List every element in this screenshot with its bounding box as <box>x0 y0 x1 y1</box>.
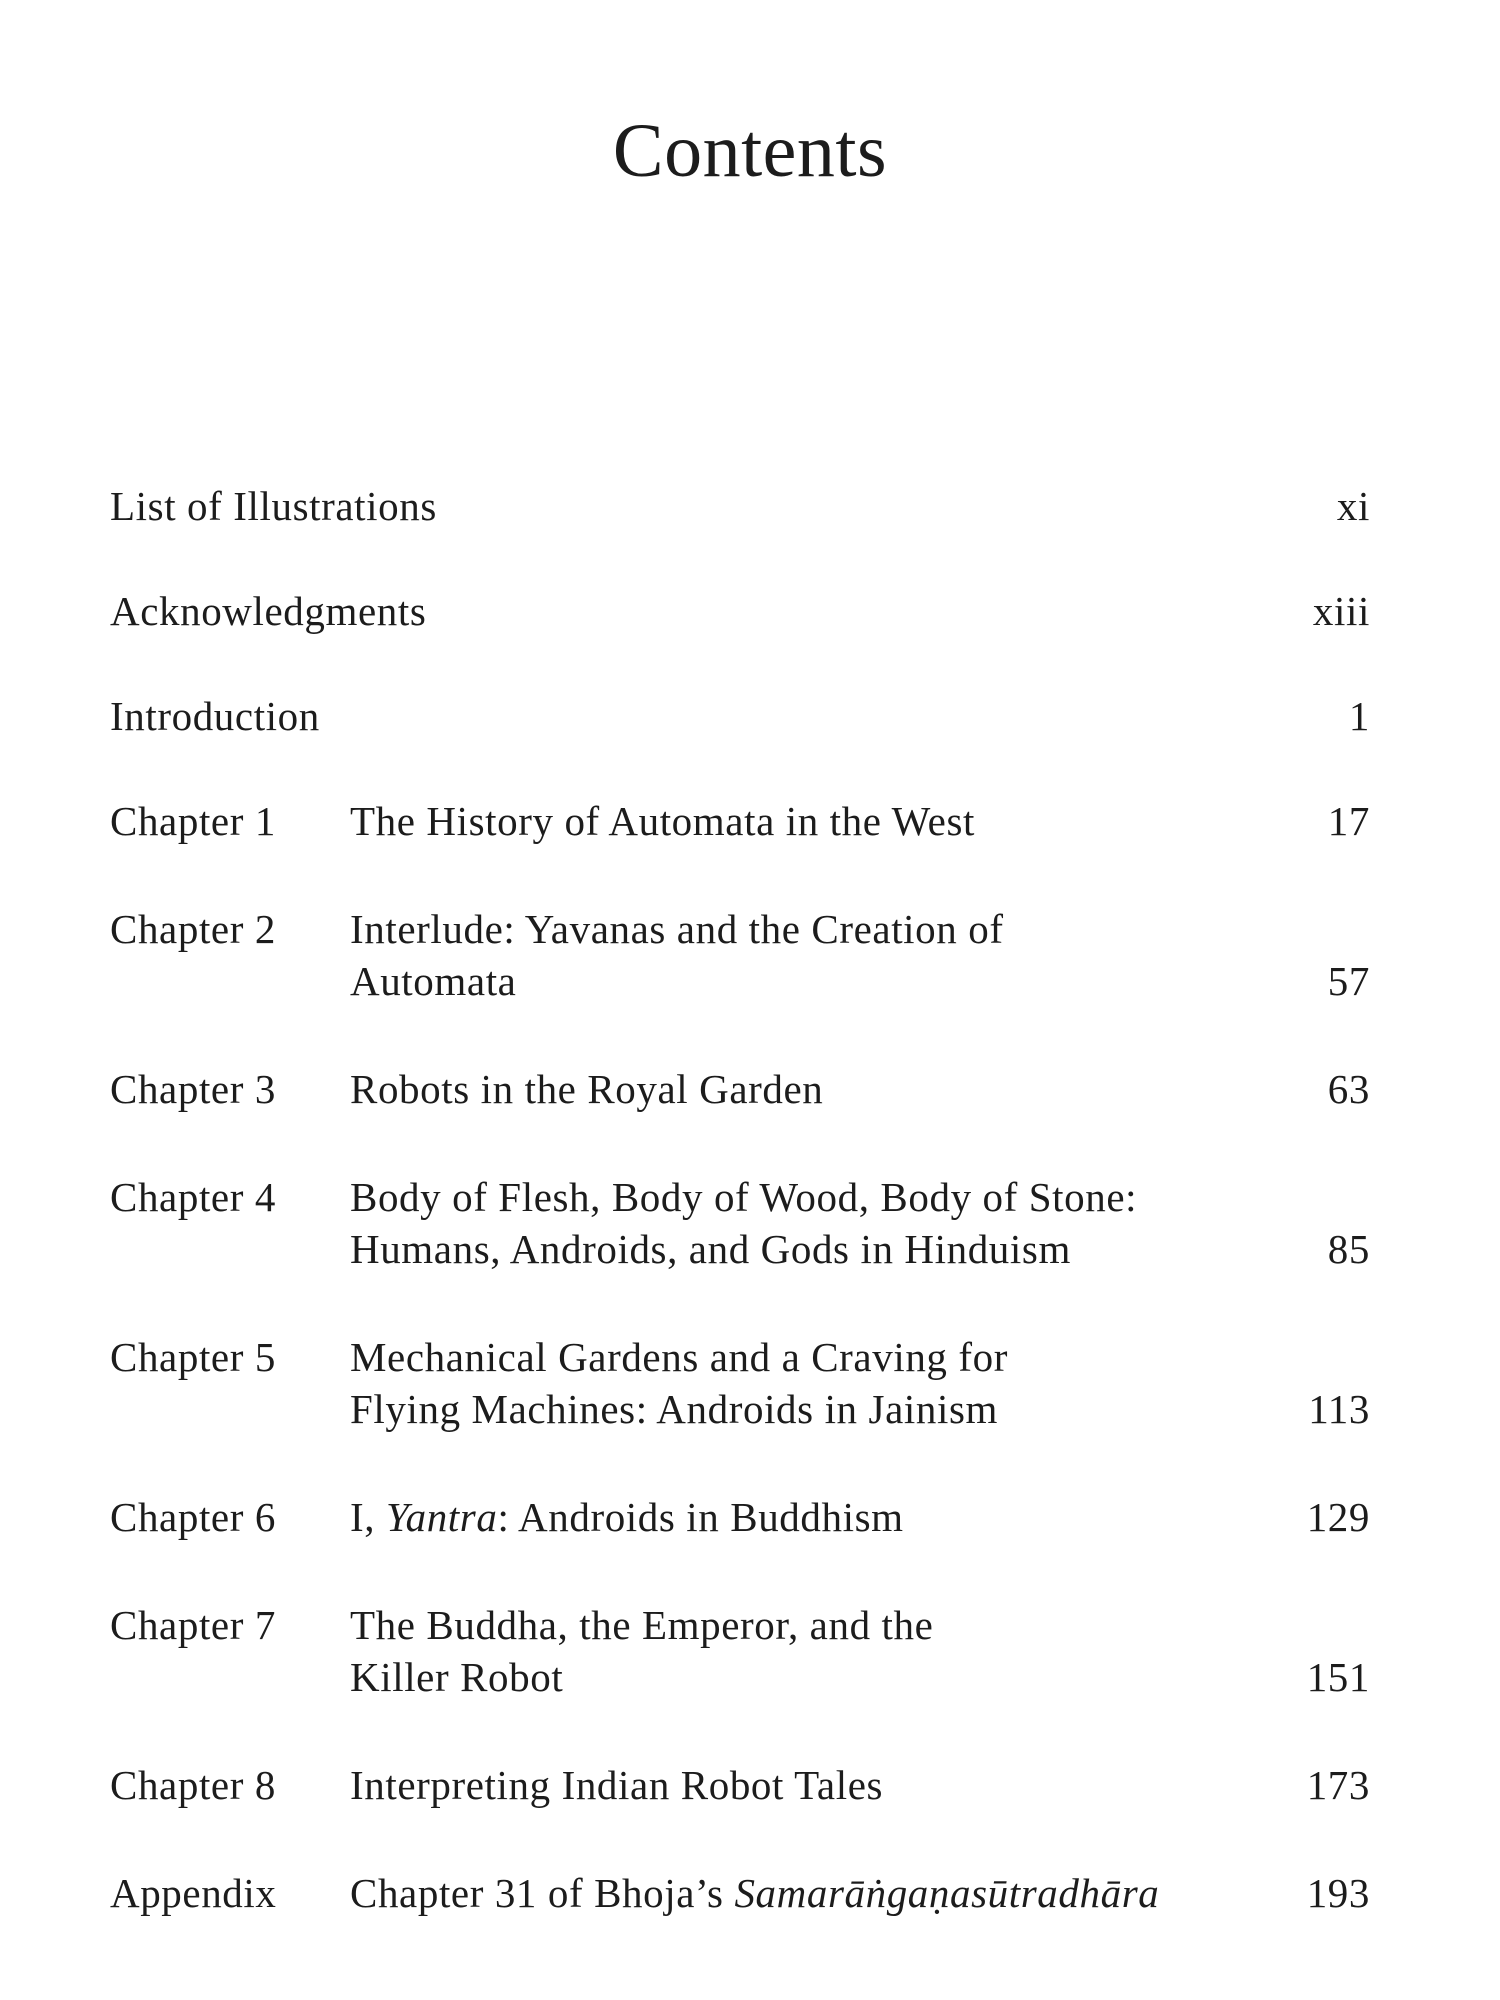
chapter-title <box>350 1171 1250 1275</box>
chapter-title-line: Humans, Androids, and Gods in Hinduism <box>350 1226 1071 1272</box>
toc-entry-introduction <box>110 690 1370 742</box>
chapter-title-line: Body of Flesh, Body of Wood, Body of Stone: <box>350 1174 1138 1220</box>
appendix-label: Appendix <box>110 1870 277 1916</box>
toc-entry-chapter-8 <box>110 1759 1370 1811</box>
title-italic-term: Yantra <box>385 1494 498 1540</box>
chapter-title-line <box>350 1867 1250 1919</box>
chapter-title-line: Interpreting Indian Robot Tales <box>350 1762 884 1808</box>
toc-entry-chapter-6 <box>110 1491 1370 1543</box>
chapter-title-line: Robots in the Royal Garden <box>350 1066 824 1112</box>
toc-entry-chapter-5 <box>110 1331 1370 1435</box>
chapter-title <box>350 1599 1250 1703</box>
chapter-label: Chapter 5 <box>110 1334 276 1380</box>
chapter-title-line: Automata <box>350 958 517 1004</box>
toc-page-number: 63 <box>1327 1066 1370 1112</box>
chapter-label: Chapter 6 <box>110 1494 276 1540</box>
chapter-title <box>350 1331 1250 1435</box>
toc-page-number: 85 <box>1327 1226 1370 1272</box>
page-title: Contents <box>612 109 888 193</box>
chapter-title-line: The Buddha, the Emperor, and the <box>350 1602 934 1648</box>
toc-entry-chapter-3 <box>110 1063 1370 1115</box>
appendix-title <box>350 1867 1250 1919</box>
toc-entry-chapter-1 <box>110 795 1370 847</box>
toc-page-number: xiii <box>1312 588 1370 634</box>
title-text: : Androids in Buddhism <box>497 1494 904 1540</box>
chapter-label: Chapter 1 <box>110 798 276 844</box>
chapter-title-line <box>350 1491 1250 1543</box>
toc-page-number: 173 <box>1306 1762 1370 1808</box>
toc-page-number: 151 <box>1306 1654 1370 1700</box>
toc-page-number: 1 <box>1348 693 1370 739</box>
toc-page-number: 57 <box>1327 958 1370 1004</box>
toc-entry-title: Introduction <box>110 693 320 739</box>
chapter-label: Chapter 4 <box>110 1174 276 1220</box>
toc-page-number: xi <box>1336 483 1370 529</box>
chapter-label: Chapter 7 <box>110 1602 276 1648</box>
chapter-title <box>350 1759 1250 1811</box>
table-of-contents <box>110 480 1370 1975</box>
chapter-title-line: Killer Robot <box>350 1654 564 1700</box>
toc-page-number: 113 <box>1308 1386 1370 1432</box>
title-text: I, <box>350 1494 386 1540</box>
toc-entry-chapter-7 <box>110 1599 1370 1703</box>
chapter-title <box>350 1491 1250 1543</box>
toc-entry-title: List of Illustrations <box>110 483 437 529</box>
toc-page-number: 129 <box>1306 1494 1370 1540</box>
chapter-title-line: Mechanical Gardens and a Craving for <box>350 1334 1008 1380</box>
chapter-label: Chapter 2 <box>110 906 276 952</box>
chapter-title-line: The History of Automata in the West <box>350 798 976 844</box>
chapter-title <box>350 1063 1250 1115</box>
chapter-title-line: Flying Machines: Androids in Jainism <box>350 1386 998 1432</box>
toc-entry-appendix <box>110 1867 1370 1919</box>
chapter-title-line: Interlude: Yavanas and the Creation of <box>350 906 1004 952</box>
chapter-title <box>350 795 1250 847</box>
toc-entry-list-of-illustrations <box>110 480 1370 532</box>
toc-page-number: 17 <box>1327 798 1370 844</box>
chapter-title <box>350 903 1250 1007</box>
chapter-label: Chapter 8 <box>110 1762 276 1808</box>
toc-page-number: 193 <box>1306 1870 1370 1916</box>
toc-entry-title: Acknowledgments <box>110 588 427 634</box>
chapter-label: Chapter 3 <box>110 1066 276 1112</box>
title-italic-term: Samarāṅgaṇasūtradhāra <box>734 1870 1160 1916</box>
toc-entry-acknowledgments <box>110 585 1370 637</box>
title-text: Chapter 31 of Bhoja’s <box>350 1870 735 1916</box>
toc-entry-chapter-4 <box>110 1171 1370 1275</box>
toc-entry-chapter-2 <box>110 903 1370 1007</box>
